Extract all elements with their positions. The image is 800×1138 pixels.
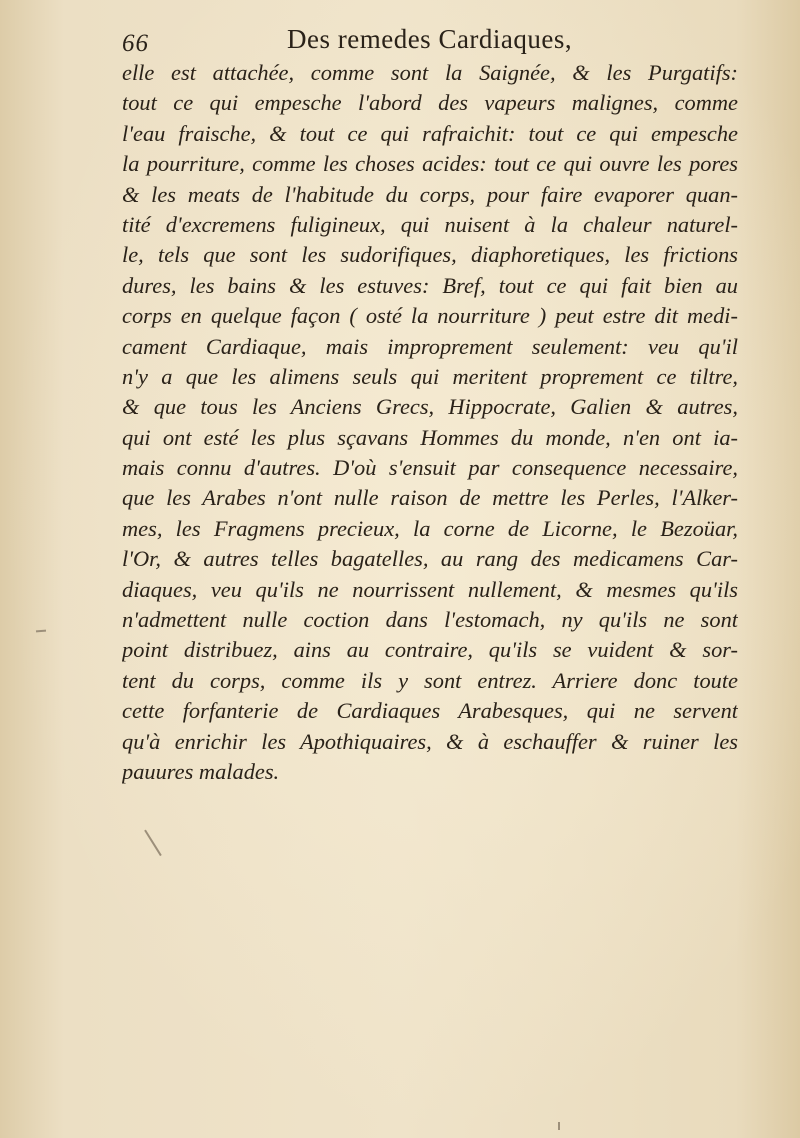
- paper-mark: [558, 1122, 560, 1130]
- page-number: 66: [122, 30, 149, 57]
- paper-mark: [144, 830, 161, 856]
- text-line: l'eau fraische, & tout ce qui rafraichit: tout ce qui empesche: [122, 120, 738, 146]
- text-line: mes, les Fragmens precieux, la corne de Licorne, le Bezoüar,: [122, 515, 738, 541]
- text-line: mais connu d'autres. D'où s'ensuit par consequence necessaire,: [122, 455, 738, 481]
- text-line: diaques, veu qu'ils ne nourrissent nullement, & mesmes qu'ils: [122, 576, 738, 602]
- text-line: cette forfanterie de Cardiaques Arabesques, qui ne servent: [122, 698, 738, 724]
- text-line: qu'à enrichir les Apothiquaires, & à eschauffer & ruiner les: [122, 728, 738, 754]
- text-line: pauures malades.: [122, 758, 280, 784]
- running-head: Des remedes Cardiaques,: [287, 24, 573, 54]
- text-line: n'y a que les alimens seuls qui meritent proprement ce tiltre,: [122, 363, 738, 389]
- text-line: l'Or, & autres telles bagatelles, au rang des medicamens Car-: [122, 546, 738, 572]
- text-line: tout ce qui empesche l'abord des vapeurs malignes, comme: [122, 90, 738, 116]
- text-line: corps en quelque façon ( osté la nourriture ) peut estre dit medi-: [122, 303, 738, 329]
- text-line: & que tous les Anciens Grecs, Hippocrate, Galien & autres,: [122, 394, 738, 420]
- paper-mark: [36, 630, 46, 633]
- text-line: & les meats de l'habitude du corps, pour faire evaporer quan-: [122, 181, 738, 207]
- text-line: elle est attachée, comme sont la Saignée, & les Purgatifs:: [122, 60, 738, 85]
- body-text: [122, 58, 738, 787]
- text-line: la pourriture, comme les choses acides: tout ce qui ouvre les pores: [122, 151, 738, 177]
- text-line: tité d'excremens fuligineux, qui nuisent à la chaleur naturel-: [122, 211, 738, 237]
- text-line: le, tels que sont les sudorifiques, diaphoretiques, les frictions: [122, 242, 738, 268]
- text-line: dures, les bains & les estuves: Bref, tout ce qui fait bien au: [122, 272, 738, 298]
- text-line: qui ont esté les plus sçavans Hommes du monde, n'en ont ia-: [122, 424, 738, 450]
- text-line: que les Arabes n'ont nulle raison de mettre les Perles, l'Alker-: [122, 485, 738, 511]
- text-line: cament Cardiaque, mais improprement seulement: veu qu'il: [122, 333, 738, 359]
- text-line: tent du corps, comme ils y sont entrez. Arriere donc toute: [122, 667, 738, 693]
- text-line: point distribuez, ains au contraire, qu'ils se vuident & sor-: [122, 637, 738, 663]
- text-line: n'admettent nulle coction dans l'estomach, ny qu'ils ne sont: [122, 607, 738, 633]
